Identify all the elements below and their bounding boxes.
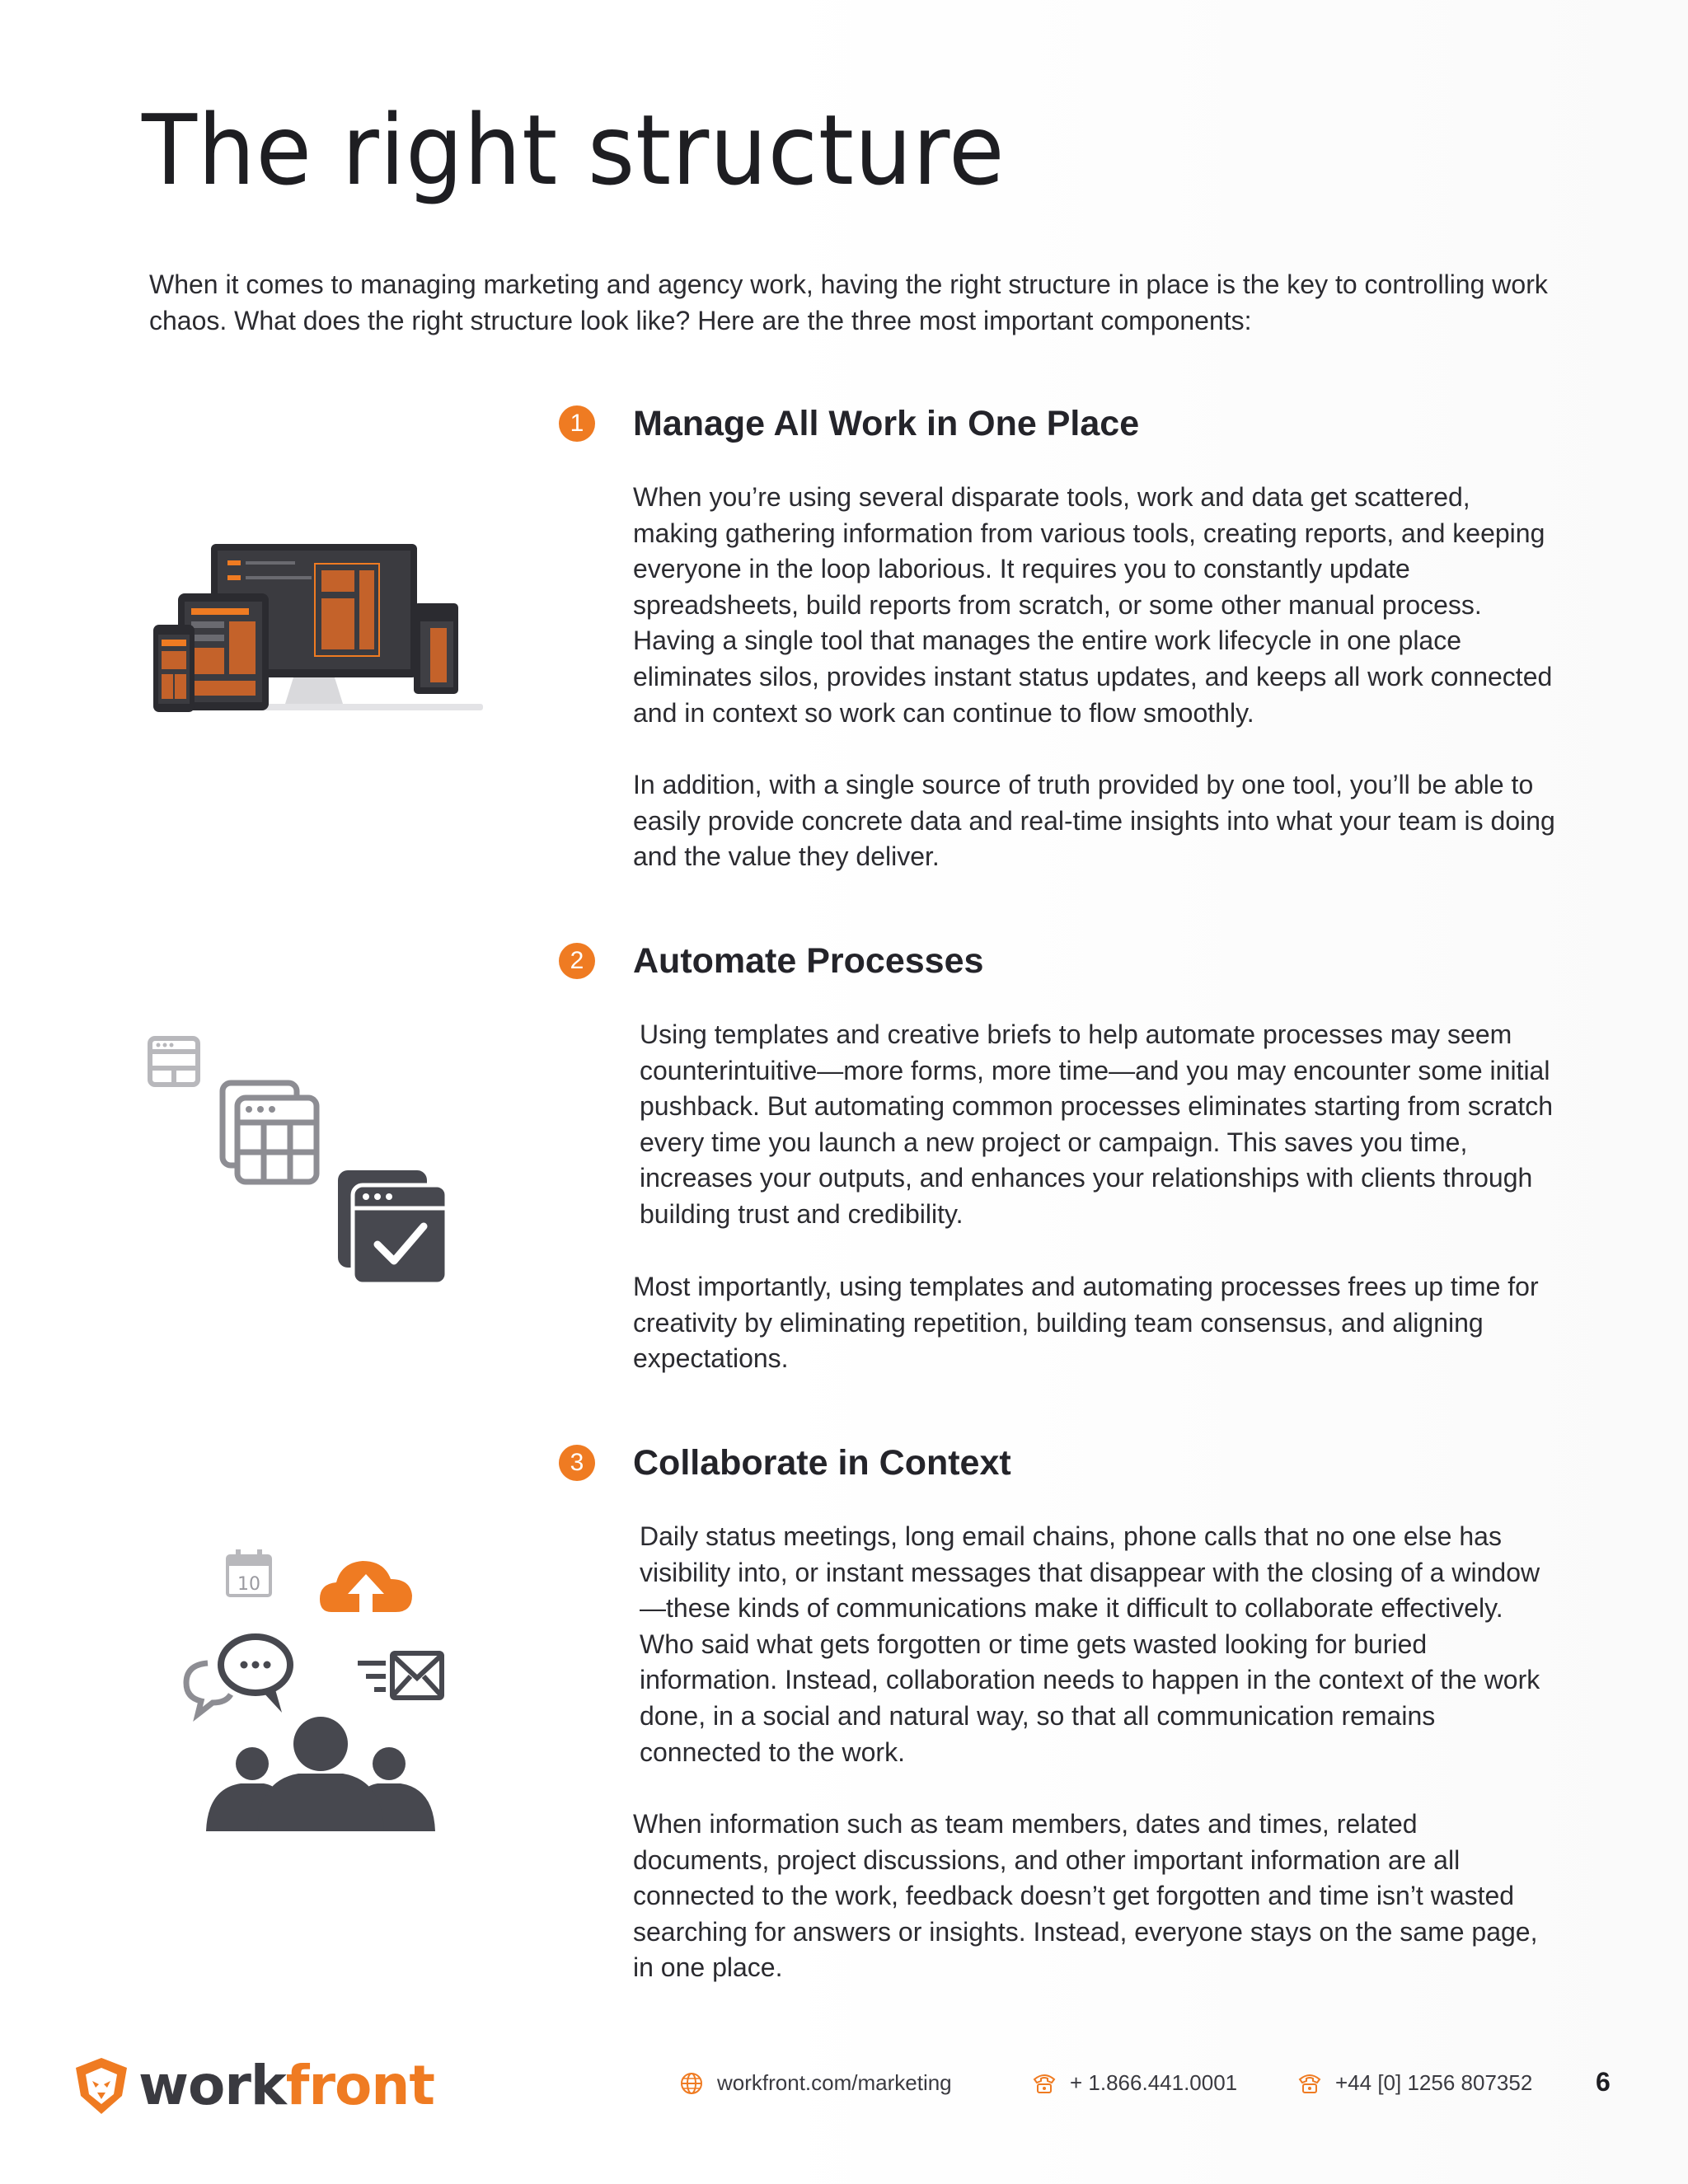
email-icon — [358, 1653, 442, 1698]
section-2-heading — [559, 936, 983, 986]
footer — [0, 2044, 1688, 2118]
section-number-badge: 2 — [559, 943, 595, 979]
footer-phone-uk[interactable] — [1297, 2070, 1532, 2096]
section-number-badge: 3 — [559, 1445, 595, 1481]
workfront-logo[interactable] — [73, 2054, 434, 2117]
section-3-heading — [559, 1438, 1011, 1488]
section-title: Collaborate in Context — [633, 1442, 1011, 1483]
section-title: Automate Processes — [633, 940, 984, 981]
phone-uk-text: +44 [0] 1256 807352 — [1335, 2070, 1533, 2095]
footer-phone-us[interactable] — [1032, 2070, 1237, 2096]
collaboration-illustration — [183, 1541, 480, 1838]
section-3-paragraph-1: Daily status meetings, long email chains, phone calls that no one else has visibility into, or instant messages that disappear with the closing of a window—these kinds of communications make it difficult to collaborate effectively. Who said what gets forgotten or time gets wasted looking for buried information. Instead, collaboration needs to happen in the context of the work done, in a social and natural way, so that all communication remains connected to the work. — [640, 1521, 1540, 1767]
globe-icon — [679, 2071, 704, 2096]
templates-illustration — [145, 1032, 458, 1287]
phone-icon — [1297, 2073, 1322, 2094]
section-3-paragraph-2: When information such as team members, dates and times, related documents, project discussions, and other important information are all connected to the work, feedback doesn’t get forgotten and time isn’t wasted searching for answers or insights. Instead, everyone stays on the same page, in one place. — [633, 1809, 1538, 1983]
section-1-paragraph-2: In addition, with a single source of truth provided by one tool, you’ll be able to easily provide concrete data and real-time insights into what your team is doing and the value they deliver. — [633, 770, 1555, 872]
website-link[interactable]: workfront.com/marketing — [717, 2070, 952, 2095]
page-number: 6 — [1596, 2067, 1611, 2097]
cloud-upload-icon — [320, 1561, 412, 1612]
logo-wordmark: workfront — [138, 2054, 434, 2117]
section-number-badge: 1 — [559, 405, 595, 442]
phone-us-text: + 1.866.441.0001 — [1070, 2070, 1238, 2095]
section-1-paragraph-1: When you’re using several disparate tools, work and data get scattered, making gathering information from various tools, creating reports, and keeping everyone in the loop laborious. It requires you to constantly update spreadsheets, build reports from scratch, or some other manual process. Having a single tool that manages the entire work lifecycle in one place eliminates silos, provides instant status updates, and keeps all work connected and in context so work can continue to flow smoothly. — [633, 482, 1553, 728]
footer-website[interactable] — [679, 2070, 952, 2096]
chat-bubbles-icon — [186, 1637, 290, 1714]
team-icon — [206, 1717, 435, 1831]
phone-icon — [1032, 2073, 1057, 2094]
calendar-icon — [227, 1549, 270, 1596]
template-check-icon — [338, 1170, 447, 1284]
lion-logo-icon — [73, 2056, 130, 2116]
devices-icon — [153, 542, 485, 717]
svg-text:10: 10 — [237, 1574, 260, 1595]
page-title: The right structure — [142, 93, 1006, 207]
section-2-paragraph-1: Using templates and creative briefs to help automate processes may seem counterintuitive—more forms, more time—and you may encounter some initial pushback. But automating common processes eliminates starting from scratch every time you launch a new project or campaign. This saves you time, increases your outputs, and enhances your relationships with clients through building trust and credibility. — [640, 1019, 1554, 1229]
section-title: Manage All Work in One Place — [633, 403, 1140, 443]
section-1-heading — [559, 399, 1139, 448]
intro-paragraph: When it comes to managing marketing and agency work, having the right structure in place is the key to controlling work chaos. What does the right structure look like? Here are the three most important components: — [149, 269, 1548, 335]
section-2-paragraph-2: Most importantly, using templates and automating processes frees up time for creativity by eliminating repetition, building team consensus, and aligning expectations. — [633, 1272, 1539, 1374]
